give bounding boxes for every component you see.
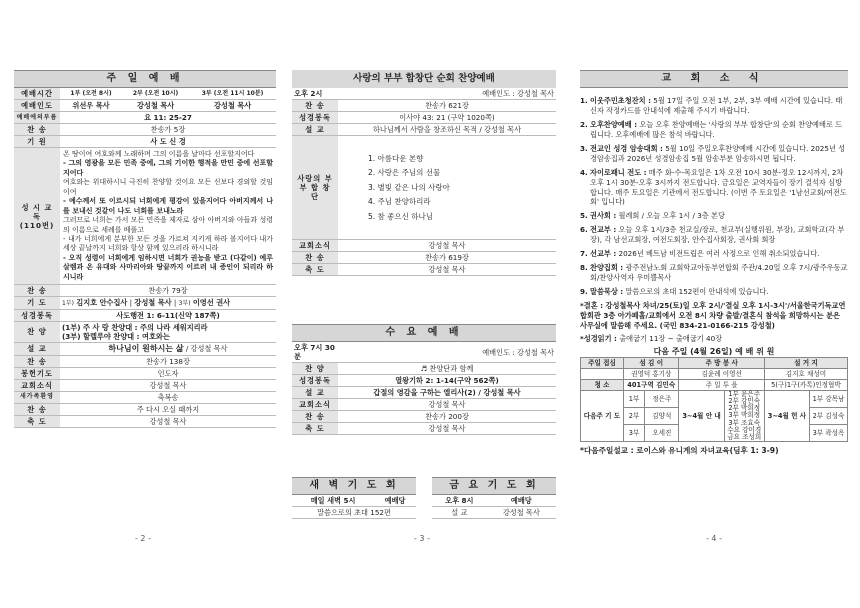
offering-part: 3부 (812, 429, 824, 438)
news-text: 오늘 오후 찬양예배는 '사랑의 부부 합창단'의 순회 찬양예배로 드립니다. 오후예배에 많은 참석 바랍니다. (590, 119, 843, 139)
choir-line-2: (3부) 할렐루야 찬양대 : 여호와는 (62, 331, 170, 341)
row-value: 이사야 43: 21 (구약 1020쪽) (338, 112, 556, 124)
news-title: 전교인 성경 암송대회 : (590, 143, 663, 153)
duty-header: 섬 김 이 (624, 357, 679, 368)
duty-usher-list (724, 390, 764, 442)
song-item: 4. 주님 찬양하리라 (368, 197, 431, 207)
call-label: 예배에의부름 (14, 112, 60, 124)
news-title: 권사회 : (590, 211, 617, 221)
page-number-4: - 4 - (706, 534, 722, 543)
duty-header: 주일 접심 (581, 357, 624, 368)
service-time-3: 3부 (오전 11시 10분) (189, 88, 276, 100)
duty-pray-part: 2부 (624, 407, 645, 424)
bible-reading (580, 334, 848, 344)
service-leader-2: 강성철 목사 (122, 100, 189, 112)
sermon-title: 하나님이 원하시는 삶 (108, 343, 184, 353)
duty-pray-part: 1부 (624, 390, 645, 407)
litany-line: - 내가 너희에게 분부한 모든 것을 가르쳐 지키게 하라 볼지어다 내가 세상 끝날까지 너희와 항상 함께 있으리라 하시니라 (63, 234, 273, 253)
wednesday-worship-title: 수 요 예 배 (292, 324, 556, 342)
usher-item: 2부 강민숙 (728, 396, 761, 405)
afternoon-worship-table (292, 88, 556, 276)
litany-line: - 그의 영광을 모든 민족 중에, 그의 기이한 행적을 만민 중에 선포할지어다 (63, 159, 273, 177)
news-text: 말씀으로의 초대 152편이 안내석에 있습니다. (623, 287, 769, 296)
litany-label-cell (14, 148, 60, 285)
church-news-title: 교 회 소 식 (580, 70, 848, 88)
litany-line: - 예수께서 또 이르시되 너희에게 평강이 있을지어다 아버지께서 나를 보내신 것같이 나도 너희를 보내노라 (63, 197, 273, 215)
news-title: 선교부 : (590, 249, 617, 259)
hymn1-label: 찬 송 (14, 124, 60, 136)
news-text: 매주 화-수-목요일은 1차 오전 10시 30분-정오 12시까지, 2차 오후 1시 30분-오후 3시까지 전도합니다. 금요일은 교역자들이 장기 결석자 심방합니다. 매주 토요일은 기관에서 전도합니다. (이번 주 토요일은 '1남선교회/여전도회' 입니다) (590, 167, 847, 207)
litany-line: - 오직 성령이 너희에게 임하시면 너희가 권능을 받고 (다같이) 예루살렘과 온 유대와 사마리아와 땅끝까지 이르러 내 증인이 되리라 하시니라 (63, 253, 273, 281)
pray-name-2: 강성철 목사 (134, 298, 172, 308)
usher-item: 2부 박희정 (728, 404, 761, 413)
row-label: 찬 송 (292, 252, 338, 264)
duty-offering-label: 3~4월 헌 사 (764, 390, 809, 442)
news-item (580, 287, 848, 297)
news-text: 월례회 / 오늘 오후 1시 / 3층 본당 (616, 211, 725, 221)
news-item (580, 96, 848, 116)
benediction: 강성철 목사 (60, 415, 276, 427)
newcomer: 축복송 (60, 391, 276, 403)
pray-part-3: 3부) (178, 300, 191, 308)
duty-usher-label: 3~4월 안 내 (679, 390, 724, 442)
news-text: 오늘 오후 1시/3층 천교실/장로, 천교부(실행위원, 부장), 교회학교(각 부장), 각 남선교회장, 여전도회장, 안수집사회장, 권사회 회장 (590, 225, 845, 245)
litany-label: 성 시 교 독 (21, 202, 53, 221)
friday-prayer-table (432, 495, 556, 519)
news-num: 6. (580, 225, 588, 235)
usher-item: 수요 강미경 (727, 425, 762, 434)
news-num: 4. (580, 167, 588, 177)
afternoon-leader: 예배인도 : 강성철 목사 (338, 88, 556, 100)
news-text: 5월 17일 주일 오전 1부, 2부, 3부 예배 시간에 있습니다. 태신자 작정카드를 안내석에 제출해 주시기 바랍니다. (590, 96, 843, 115)
duty-blank (581, 368, 624, 379)
litany-line: 여호와는 위대하시니 극진히 찬양할 것이요 모든 신보다 경외할 것임이여 (63, 178, 273, 196)
page-3-afternoon-worship (292, 70, 556, 519)
prayer-meetings (292, 477, 556, 519)
news-item (580, 249, 848, 259)
wednesday-worship-table (292, 342, 556, 435)
offering-part: 2부 (812, 411, 824, 420)
reading-label: 성경봉독 (14, 309, 60, 321)
sermon-label: 설 교 (14, 342, 60, 355)
litany-number: (110번) (19, 220, 55, 230)
row-value: 강성철 목사 (338, 264, 556, 276)
news-item (580, 144, 848, 164)
pray-label: 기 도 (14, 297, 60, 310)
hymn2: 찬송가 79장 (60, 285, 276, 297)
row-value: 찬송가 619장 (338, 252, 556, 264)
hymn3: 찬송가 138장 (60, 355, 276, 367)
row-value: 찬송가 200장 (338, 411, 556, 423)
sunday-worship-table (14, 88, 276, 428)
news-title: 이웃주민초청잔치 : (590, 96, 651, 105)
friday-prayer (432, 477, 556, 519)
friday-preacher: 강성철 목사 (487, 507, 556, 519)
duty-offering-item (810, 390, 848, 407)
chorus-songs (338, 136, 556, 240)
offering-label: 봉헌기도 (14, 367, 60, 379)
litany-line: 그러므로 너희는 가서 모든 민족을 제자로 삼아 아버지와 아들과 성령의 이름으로 세례를 베풀고 (63, 216, 273, 234)
news-title: 전교부 : (590, 225, 617, 235)
duty-pray-name: 정은주 (645, 390, 679, 407)
news-num: 5. (580, 211, 588, 221)
duty-clean-label: 청 소 (581, 379, 624, 390)
row-label: 성경봉독 (292, 112, 338, 124)
offering-name: 강목남 (825, 394, 845, 403)
news-num: 7. (580, 249, 588, 259)
row-label: 설 교 (292, 124, 338, 136)
duty-offering-item (810, 425, 848, 442)
newcomer-label: 새가족환영 (14, 391, 60, 403)
news-item (580, 120, 848, 140)
dawn-content: 말씀으로의 초대 152편 (292, 507, 416, 519)
row-value: 강성철 목사 (338, 399, 556, 411)
pray-name-3: 이영선 권사 (192, 298, 231, 308)
friday-prayer-title: 금 요 기 도 회 (432, 477, 556, 495)
duty-clean: 주 일 투 을 (679, 379, 764, 390)
news-title: 자이로패니 전도 : (590, 167, 647, 177)
row-label: 교회소식 (292, 240, 338, 252)
offering: 인도자 (60, 367, 276, 379)
friday-place: 예배당 (487, 495, 556, 507)
service-time-2: 2부 (오전 10시) (122, 88, 189, 100)
duty-table (580, 357, 848, 443)
service-time-1: 1부 (오전 8시) (60, 88, 122, 100)
row-label: 축 도 (292, 423, 338, 435)
choir-line-1: (1부) 주 사 랑 찬양대 : 주의 나라 세워지리라 (62, 322, 208, 332)
wedding-title: *결혼 : (580, 300, 604, 310)
dawn-prayer (292, 477, 416, 519)
wed-leader: 예배인도 : 강성철 목사 (338, 342, 556, 363)
duty-pray-part: 3부 (624, 425, 645, 442)
duty-clean: 401구역 김민숙 (624, 379, 679, 390)
row-label: 설 교 (292, 387, 338, 399)
choir (60, 321, 276, 342)
page-number-3: - 3 - (414, 534, 430, 543)
row-label: 축 도 (292, 264, 338, 276)
news-text: 광주전남노회 교회학교아동부연합회 주관/4.20일 오후 7시/광주우동교회/찬양사역자 우미쁠목사 (590, 263, 848, 283)
duty-offering-item (810, 407, 848, 424)
duty-header: 주 방 봉 사 (679, 357, 764, 368)
news-num: 8. (580, 263, 588, 273)
duty-title: 다음 주일 (4월 26일) 예 배 위 원 (653, 346, 775, 356)
hymn4: 주 다시 오실 때까지 (60, 403, 276, 415)
news-title: 말씀묵상 : (590, 287, 624, 296)
choir-label: 찬 양 (14, 321, 60, 342)
dawn-place: 예배당 (374, 495, 416, 507)
litany-line: 온 땅이여 여호와께 노래하며 그의 이름을 날마다 선포할지어다 (63, 150, 255, 158)
duty-clean: 5(구)1구(카톡)인정협박 (764, 379, 847, 390)
duty-pray-label: 다음주 기 도 (581, 390, 624, 442)
row-label: 찬 송 (292, 411, 338, 423)
page-number-2: - 2 - (135, 534, 151, 543)
usher-item: 3부 박희정 (728, 411, 761, 420)
news-num: 3. (580, 143, 588, 153)
usher-item: 1부 윤은주 (728, 389, 761, 398)
duty-pray-name: 김양석 (645, 407, 679, 424)
news-item (580, 168, 848, 208)
row-value: 찬송가 621장 (338, 100, 556, 112)
row-value: 하나님께서 사람을 창조하신 목적 / 강성철 목사 (338, 124, 556, 136)
usher-item: 금요 조성희 (727, 433, 762, 442)
hymn4-label: 찬 송 (14, 403, 60, 415)
news-num: 9. (580, 287, 588, 296)
hymn3-label: 찬 송 (14, 355, 60, 367)
row-value: 갑절의 영감을 구하는 엘리사(2) / 강성철 목사 (338, 387, 556, 399)
song-item: 2. 사랑은 주님의 선물 (368, 168, 441, 178)
apostles-creed: 사 도 신 경 (60, 136, 276, 148)
news-title: 오후찬양예배 : (590, 119, 638, 129)
dawn-prayer-table (292, 495, 416, 519)
hymn1: 찬송가 5장 (60, 124, 276, 136)
sermon-by: / 강성철 목사 (185, 343, 228, 353)
song-item: 1. 아름다운 본향 (368, 154, 424, 164)
news-title: 찬양집회 : (590, 263, 624, 273)
sunday-worship-title: 주 일 예 배 (14, 70, 276, 88)
afternoon-worship-title: 사랑의 부부 합창단 순회 찬양예배 (292, 70, 556, 88)
dawn-time: 매일 새벽 5시 (292, 495, 374, 507)
news-list (580, 96, 848, 297)
scripture-reading: 사도행전 1: 6-11(신약 187쪽) (60, 309, 276, 321)
row-value: 강성철 목사 (338, 423, 556, 435)
pray-row: 1부) 김지호 안수집사 | 강성철 목사 | 3부) 이영선 권사 (60, 297, 276, 310)
usher-item: 3부 조효숙 (728, 418, 761, 427)
dawn-prayer-title: 새 벽 기 도 회 (292, 477, 416, 495)
sermon (60, 342, 276, 355)
friday-label: 설 교 (432, 507, 487, 519)
wedding-notice (580, 301, 848, 331)
wedding-text: 강성철목사 차녀/25(토)일 오후 2시/'결실 오후 1시-3시'/서울한국기독교연합회관 3층 아가페홀/교회에서 오전 8시 차량 출발/결혼식 참석을 희망하시는 분은 사무실에 말씀해 주세요. (국민 834-21-0166-215 강성철) (580, 300, 846, 330)
news-label: 교회소식 (14, 379, 60, 391)
bless-label: 축 도 (14, 415, 60, 427)
row-label: 교회소식 (292, 399, 338, 411)
news-item (580, 225, 848, 245)
times-label: 예배시간 (14, 88, 60, 100)
duty-people: 권영덕 홍기상 (624, 368, 679, 379)
duty-people: 김윤례 이영선 (679, 368, 764, 379)
hymn2-label: 찬 송 (14, 285, 60, 297)
litany-text (60, 148, 276, 285)
prayer-label: 기 원 (14, 136, 60, 148)
call-to-worship: 요 11: 25-27 (60, 112, 276, 124)
page-4-church-news (580, 70, 848, 456)
wed-time: 오후 7시 30분 (292, 342, 338, 363)
reading-text: 출애굽기 11장 ~ 출애굽기 40장 (616, 333, 723, 343)
song-item: 5. 참 좋으신 하나님 (368, 211, 434, 221)
news-text: 5월 10일 주일오후찬양예배 시간에 있습니다. 2025년 성경암송집과 2026년 성경암송집 5월 암송부분 암송하시면 됩니다. (590, 143, 846, 163)
next-sermon: *다음주일설교 : 로이스와 유니게의 자녀교육(딤후 1: 3-9) (580, 446, 779, 456)
news-item (580, 263, 848, 283)
row-value: 강성철 목사 (338, 240, 556, 252)
offering-name: 김성숙 (825, 411, 845, 420)
news-num: 1. (580, 96, 588, 105)
row-label: 찬 양 (292, 363, 338, 375)
service-leader-3: 강성철 목사 (189, 100, 276, 112)
friday-time: 오후 8시 (432, 495, 487, 507)
row-value: 열왕기하 2: 1-14(구약 562쪽) (338, 375, 556, 387)
page-2-sunday-worship (14, 70, 276, 428)
duty-people: 김지호 채성미 (764, 368, 847, 379)
offering-part: 1부 (812, 394, 824, 403)
news-num: 2. (580, 119, 588, 129)
pray-part-1: 1부) (62, 300, 74, 308)
offering-name: 곽성옥 (825, 429, 845, 438)
service-leader-1: 위선우 목사 (60, 100, 122, 112)
afternoon-time: 오후 2시 (292, 88, 338, 100)
reading-title: *성경읽기 : (580, 333, 617, 343)
leader-label: 예배인도 (14, 100, 60, 112)
song-item: 3. 별빛 같은 나의 사랑아 (368, 182, 450, 192)
news-item (580, 211, 848, 221)
news-leader: 강성철 목사 (60, 379, 276, 391)
chorus-label: 사랑의 부부 합 창 단 (292, 136, 338, 240)
news-text: 2026년 베트남 비전트립은 여러 사정으로 인해 취소되었습니다. (616, 249, 820, 259)
duty-pray-name: 오세진 (645, 425, 679, 442)
duty-header: 설 거 지 (764, 357, 847, 368)
row-label: 성경봉독 (292, 375, 338, 387)
pray-name-1: 김지호 안수집사 (76, 298, 128, 308)
row-label: 찬 송 (292, 100, 338, 112)
row-value: ♬ 찬양단과 함께 (338, 363, 556, 375)
